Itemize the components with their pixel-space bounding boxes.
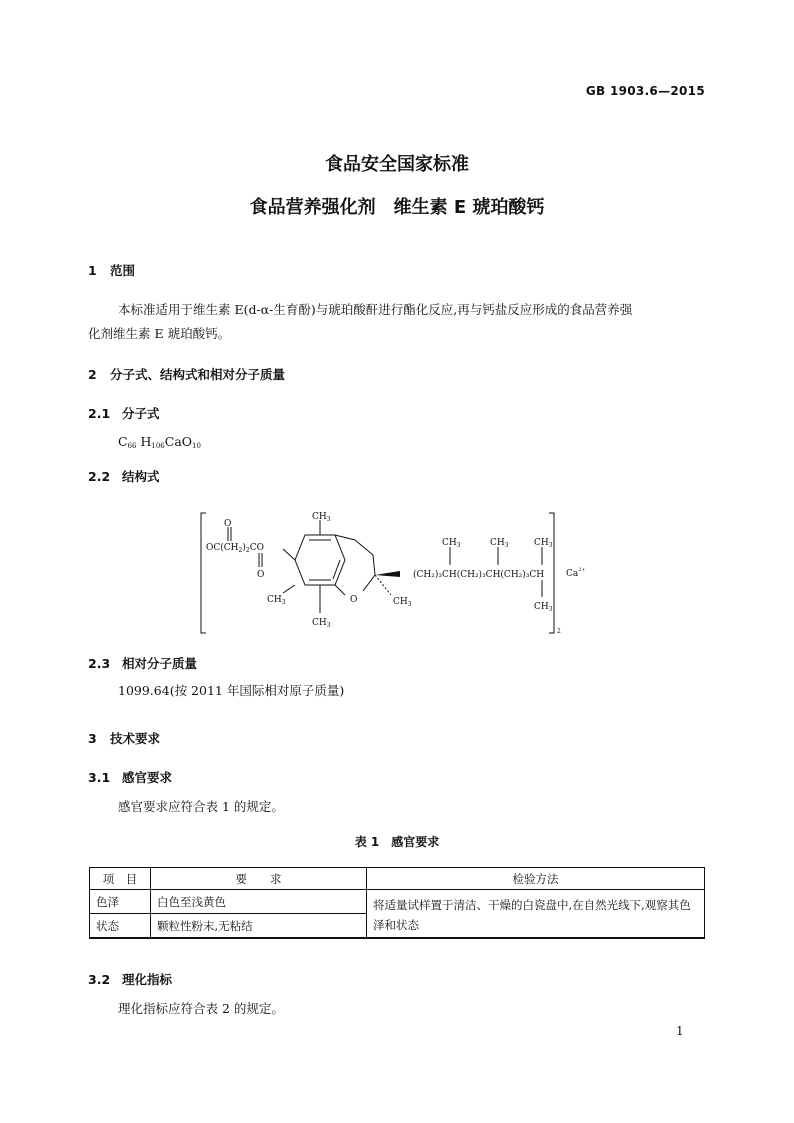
section-1-heading bbox=[88, 261, 135, 279]
section-3-2-heading bbox=[88, 970, 172, 988]
scope-line-2: 化剂维生素 E 琥珀酸钙。 bbox=[88, 326, 231, 341]
section-title: 理化指标 bbox=[122, 972, 173, 987]
section-number: 2.3 bbox=[88, 656, 111, 671]
scope-line-1: 本标准适用于维生素 E(d-α-生育酚)与琥珀酸酐进行酯化反应,再与钙盐反应形成的食品营养强 bbox=[118, 302, 633, 317]
bracket-subscript: 2 bbox=[557, 628, 561, 635]
ring-oxygen: O bbox=[350, 595, 358, 605]
section-2-heading bbox=[88, 365, 285, 383]
table-row bbox=[90, 890, 705, 914]
section-title: 相对分子质量 bbox=[122, 656, 198, 671]
sensory-requirements-text: 感官要求应符合表 1 的规定。 bbox=[118, 799, 284, 814]
branch-methyl-2: $CH_3$ bbox=[490, 538, 509, 549]
table-1-caption: 表 1 感官要求 bbox=[354, 835, 440, 849]
side-chain: (CH₂)₃CH(CH₂)₃CH(CH₂)₃CH bbox=[413, 570, 545, 580]
row-item: 状态 bbox=[90, 914, 151, 938]
section-title: 感官要求 bbox=[122, 770, 173, 785]
header-item: 项 目 bbox=[90, 868, 151, 890]
relative-molecular-mass: 1099.64(按 2011 年国际相对原子质量) bbox=[118, 683, 345, 698]
branch-methyl-1: $CH_3$ bbox=[442, 538, 461, 549]
sensory-requirements-table bbox=[89, 867, 705, 939]
row-requirement: 颗粒性粉末,无粘结 bbox=[151, 914, 367, 938]
section-2-1-heading bbox=[88, 404, 160, 422]
branch-methyl-3: $CH_3$ bbox=[534, 538, 553, 549]
section-number: 3.1 bbox=[88, 770, 111, 785]
section-2-3-heading bbox=[88, 654, 197, 672]
document-subtitle: 食品营养强化剂 维生素 E 琥珀酸钙 bbox=[249, 197, 545, 218]
section-title: 技术要求 bbox=[110, 731, 161, 746]
terminal-methyl: $CH_3$ bbox=[534, 602, 553, 613]
document-title: 食品安全国家标准 bbox=[325, 154, 469, 175]
header-method: 检验方法 bbox=[367, 868, 705, 890]
section-number: 2.2 bbox=[88, 469, 111, 484]
ester-label: $OC(CH_2)_2CO$ bbox=[206, 543, 264, 554]
section-3-heading bbox=[88, 729, 160, 747]
calcium-ion: $Ca^{2+}$ bbox=[566, 567, 586, 579]
section-number: 2.1 bbox=[88, 406, 111, 421]
section-title: 结构式 bbox=[122, 469, 160, 484]
table-header-row bbox=[90, 868, 705, 890]
carbonyl-o-top: O bbox=[224, 519, 232, 529]
section-number: 2 bbox=[88, 367, 97, 382]
section-number: 3.2 bbox=[88, 972, 111, 987]
molecular-formula: $C_{66}$ $H_{106}CaO_{10}$ bbox=[118, 434, 201, 450]
section-number: 1 bbox=[88, 263, 97, 278]
row-item: 色泽 bbox=[90, 890, 151, 914]
section-number: 3 bbox=[88, 731, 97, 746]
section-2-2-heading bbox=[88, 467, 160, 485]
page-number: 1 bbox=[676, 1024, 684, 1038]
methyl-bottom: $CH_3$ bbox=[312, 618, 331, 629]
section-title: 分子式、结构式和相对分子质量 bbox=[110, 367, 286, 382]
section-title: 分子式 bbox=[122, 406, 160, 421]
row-method: 将适量试样置于清洁、干燥的白瓷盘中,在自然光线下,观察其色泽和状态 bbox=[367, 890, 705, 939]
section-title: 范围 bbox=[110, 263, 136, 278]
methyl-left: $CH_3$ bbox=[267, 595, 286, 606]
row-requirement: 白色至浅黄色 bbox=[151, 890, 367, 914]
section-3-1-heading bbox=[88, 768, 172, 786]
standard-number: GB 1903.6—2015 bbox=[585, 84, 705, 98]
methyl-top: $CH_3$ bbox=[312, 512, 331, 523]
methyl-dashed: $CH_3$ bbox=[393, 597, 412, 608]
structural-formula bbox=[195, 505, 595, 640]
header-requirement: 要 求 bbox=[151, 868, 367, 890]
carbonyl-o-bottom: O bbox=[257, 570, 265, 580]
physicochemical-text: 理化指标应符合表 2 的规定。 bbox=[118, 1001, 284, 1016]
